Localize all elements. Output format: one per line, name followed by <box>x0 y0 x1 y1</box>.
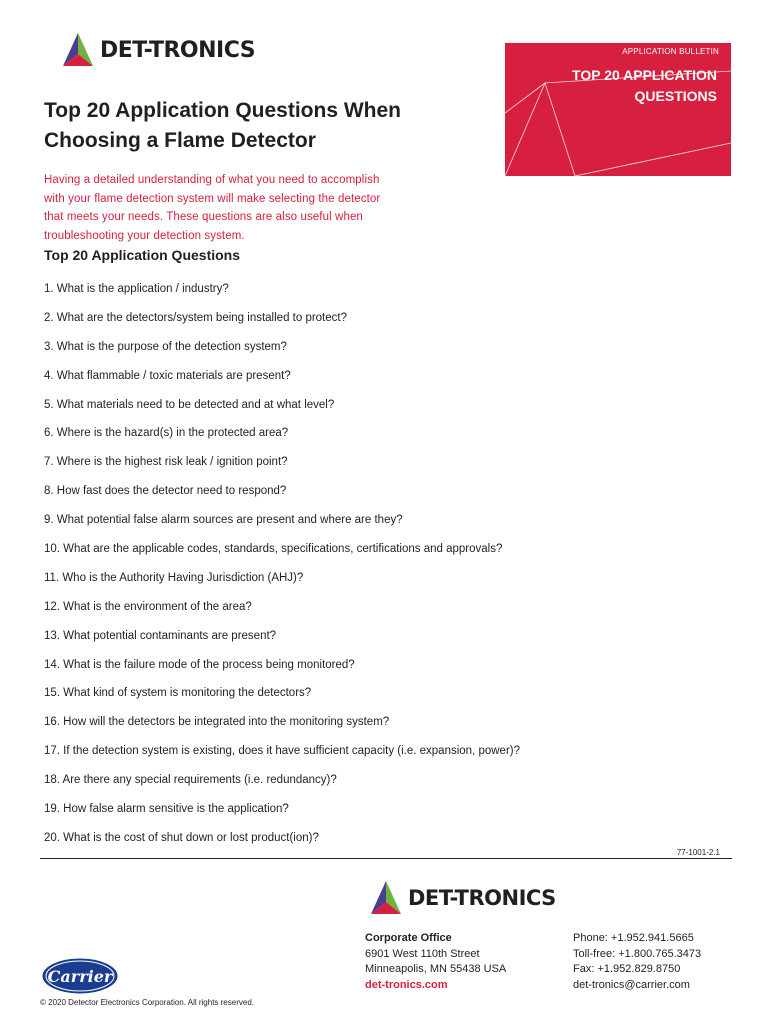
carrier-logo <box>40 955 120 1002</box>
question-item: 16. How will the detectors be integrated into the monitoring system? <box>44 716 390 729</box>
question-item: 12. What is the environment of the area? <box>44 600 252 613</box>
banner-line-art <box>505 43 731 176</box>
office-street: 6901 West 110th Street <box>365 947 480 960</box>
triangle-logo-icon <box>370 880 402 916</box>
question-item: 18. Are there any special requirements (i.e. redundancy)? <box>44 774 337 787</box>
footer-brand-name: DET-TRONICS <box>408 886 556 910</box>
question-item: 11. Who is the Authority Having Jurisdiction (AHJ)? <box>44 571 304 584</box>
divider <box>40 858 732 859</box>
office-label: Corporate Office <box>365 932 452 944</box>
brand-logo <box>62 32 255 68</box>
intro-paragraph: Having a detailed understanding of what you need to accomplish with your flame detection system will make selecting the detector that meets your needs. These questions are also useful when troubleshooting your detection system. <box>44 174 381 242</box>
question-item: 3. What is the purpose of the detection system? <box>44 340 287 353</box>
triangle-logo-icon <box>62 32 94 68</box>
question-item: 15. What kind of system is monitoring the detectors? <box>44 687 312 700</box>
question-item: 9. What potential false alarm sources are present and where are they? <box>44 514 403 527</box>
page-title: Top 20 Application Questions When Choosing a Flame Detector <box>44 99 402 152</box>
question-item: 20. What is the cost of shut down or lost product(ion)? <box>44 831 319 844</box>
office-city: Minneapolis, MN 55438 USA <box>365 963 507 975</box>
question-item: 14. What is the failure mode of the process being monitored? <box>44 658 355 671</box>
question-item: 10. What are the applicable codes, standards, specifications, certifications and approvals? <box>44 543 503 556</box>
question-item: 19. How false alarm sensitive is the application? <box>44 803 289 816</box>
question-item: 17. If the detection system is existing, does it have sufficient capacity (i.e. expansion, power)? <box>44 745 521 758</box>
question-item: 5. What materials need to be detected and at what level? <box>44 398 335 411</box>
footer-brand-logo <box>370 880 556 916</box>
application-bulletin-banner <box>505 43 731 176</box>
document-number: 77-1001-2.1 <box>676 848 720 857</box>
question-item: 4. What flammable / toxic materials are present? <box>44 369 291 382</box>
banner-title: TOP 20 APPLICATION QUESTIONS <box>572 67 717 104</box>
question-item: 7. Where is the highest risk leak / ignition point? <box>44 456 288 469</box>
question-item: 6. Where is the hazard(s) in the protected area? <box>44 427 289 440</box>
fax-number: Fax: +1.952.829.8750 <box>573 963 681 975</box>
carrier-logo-text: Carrier <box>47 967 113 986</box>
tollfree-number: Toll-free: +1.800.765.3473 <box>573 947 702 960</box>
section-heading: Top 20 Application Questions <box>44 247 241 263</box>
question-item: 2. What are the detectors/system being installed to protect? <box>44 311 347 324</box>
question-item: 1. What is the application / industry? <box>44 283 229 295</box>
question-item: 8. How fast does the detector need to respond? <box>44 485 287 498</box>
question-item: 13. What potential contaminants are present? <box>44 629 277 642</box>
email-link[interactable]: det-tronics@carrier.com <box>573 978 690 991</box>
phone-number: Phone: +1.952.941.5665 <box>573 932 694 944</box>
contact-info <box>573 931 701 993</box>
corporate-office-address <box>365 931 506 993</box>
website-link[interactable]: det-tronics.com <box>365 978 448 991</box>
banner-subtitle: APPLICATION BULLETIN <box>622 47 719 56</box>
questions-list <box>44 282 520 860</box>
copyright: © 2020 Detector Electronics Corporation. All rights reserved. <box>40 998 254 1007</box>
brand-name: DET-TRONICS <box>100 37 256 63</box>
